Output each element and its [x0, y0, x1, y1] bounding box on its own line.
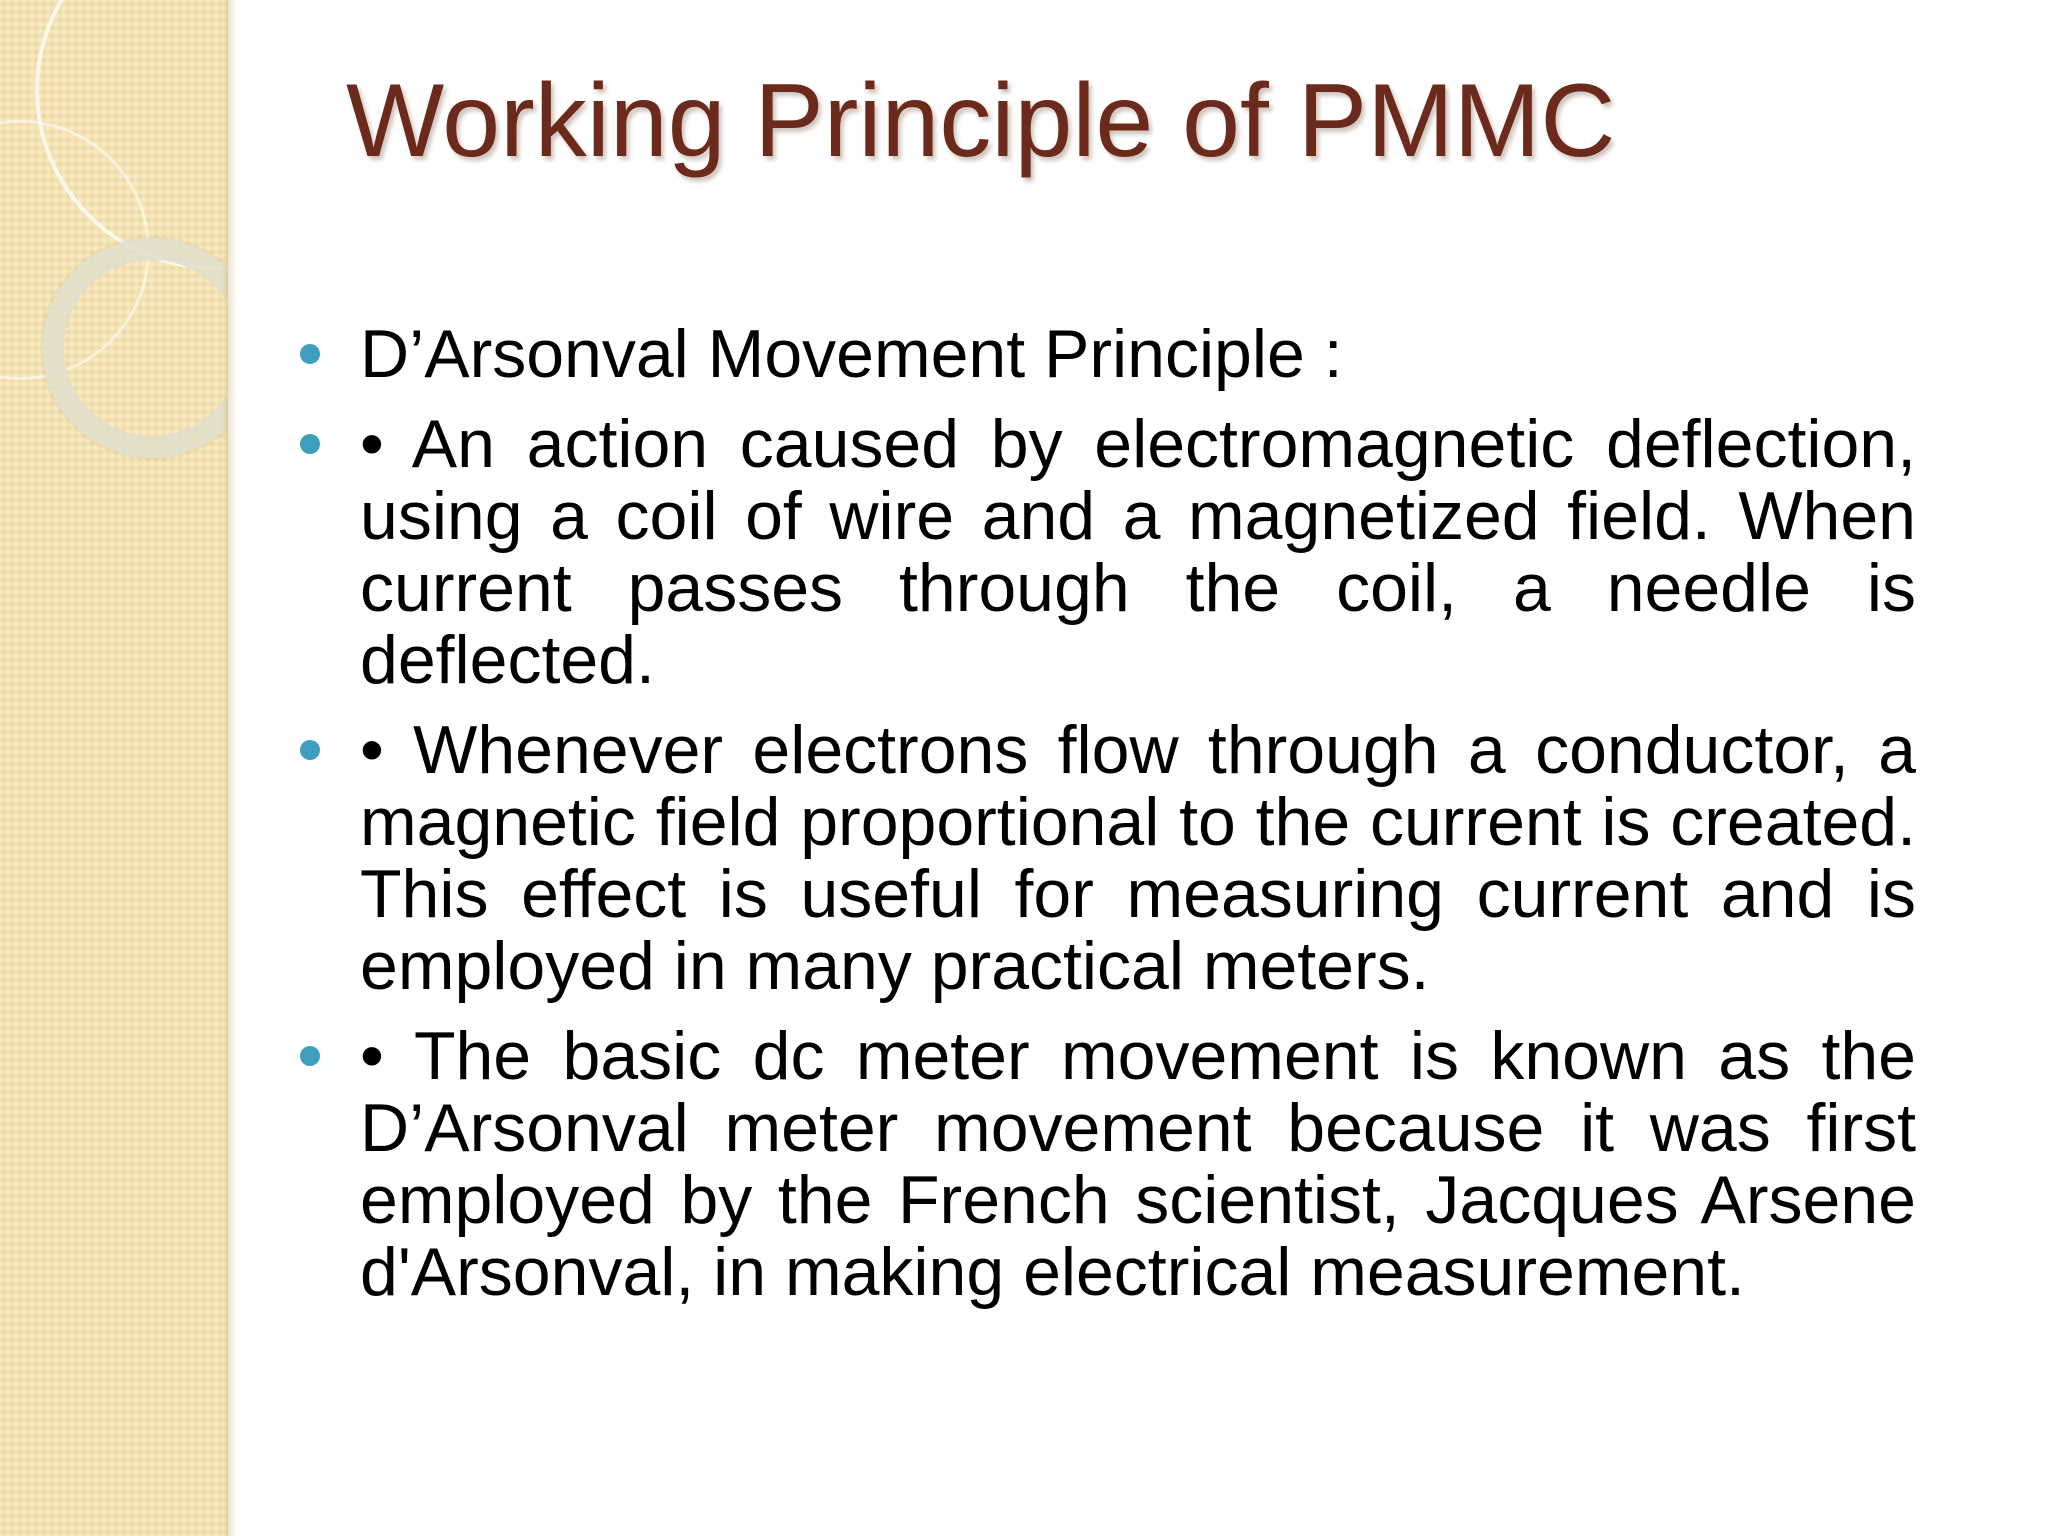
bullet-dot-icon [300, 344, 320, 364]
bullet-item-principle [300, 318, 1916, 390]
bullet-dot-icon [300, 434, 320, 454]
bullet-item-action [300, 408, 1916, 696]
bullet-text: • The basic dc meter movement is known as the D’Arsonval meter movement because it was first employed by the French scientist, Jacques Arsene d'Arsonval, in making electrical measurement. [360, 1018, 1916, 1310]
bullet-dot-icon [300, 1046, 320, 1066]
bullet-dot-icon [300, 740, 320, 760]
side-panel-shadow [228, 0, 238, 1536]
bullet-item-electrons [300, 714, 1916, 1002]
bullet-text: • Whenever electrons flow through a conductor, a magnetic field proportional to the current is created. This effect is useful for measuring current and is employed in many practical meters. [360, 712, 1916, 1004]
decorative-side-panel [0, 0, 228, 1536]
slide-title: Working Principle of PMMC [346, 63, 1616, 179]
bullet-item-dc-meter [300, 1020, 1916, 1308]
bullet-text: • An action caused by electromagnetic deflection, using a coil of wire and a magnetized field. When current passes through the coil, a needle is deflected. [360, 406, 1916, 698]
bullet-list [300, 318, 1916, 1326]
bullet-text: D’Arsonval Movement Principle : [360, 316, 1343, 392]
